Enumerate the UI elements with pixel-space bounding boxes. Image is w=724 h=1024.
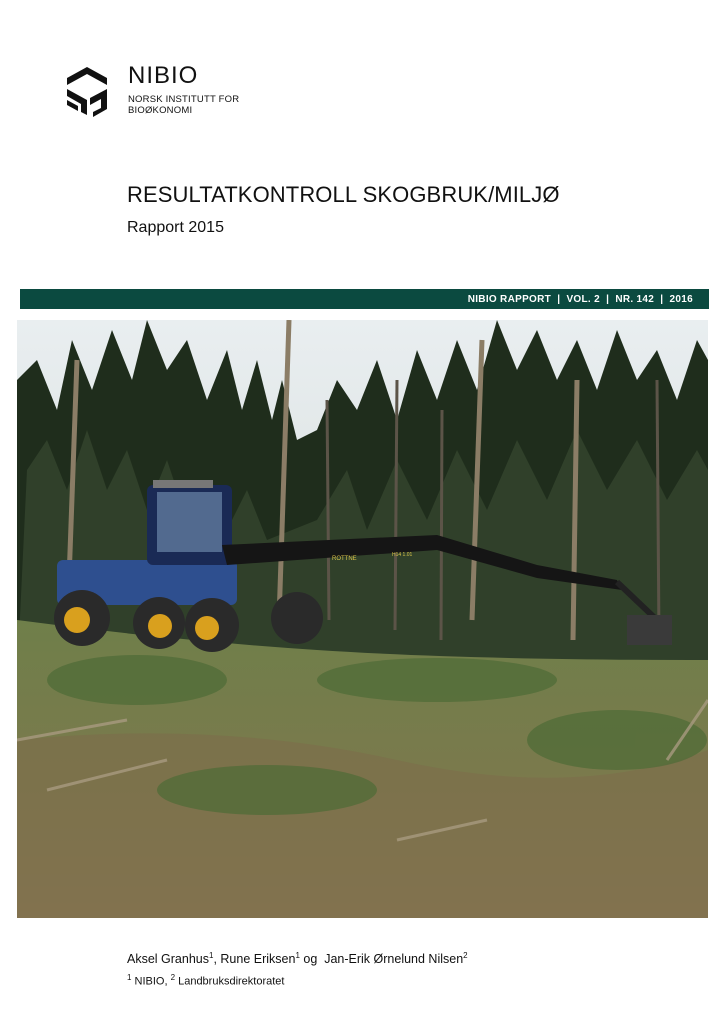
- report-series-text: NIBIO RAPPORT | VOL. 2 | NR. 142 | 2016: [467, 293, 693, 305]
- logo-subtitle-line1: NORSK INSTITUTT FOR: [128, 94, 240, 105]
- author-2: Rune Eriksen: [220, 952, 296, 967]
- cover-photo: [17, 320, 708, 918]
- forest-harvester-illustration: [17, 320, 708, 918]
- machine-label-1: ROTTNE: [332, 556, 357, 562]
- logo-name: NIBIO: [128, 62, 199, 89]
- nibio-logo-icon: [62, 64, 112, 118]
- affil-2: Landbruksdirektoratet: [175, 975, 285, 988]
- affil-1-marker: 1: [127, 973, 132, 982]
- author-1-affil: 1: [208, 951, 214, 960]
- author-3-affil: 2: [463, 951, 468, 960]
- logo-subtitle-line2: BIOØKONOMI: [128, 105, 193, 116]
- machine-label-2: H14 1.01: [392, 552, 413, 558]
- author-2-affil: 1: [295, 951, 300, 960]
- report-series-band: [20, 289, 709, 309]
- nibio-logo: [62, 64, 239, 118]
- author-1: Aksel Granhus: [127, 952, 209, 967]
- report-title: RESULTATKONTROLL SKOGBRUK/MILJØ: [127, 182, 560, 207]
- author-separator: og: [299, 952, 325, 967]
- affiliations: [127, 973, 284, 988]
- affil-1: NIBIO,: [131, 975, 171, 988]
- logo-subtitle: [128, 94, 239, 116]
- authors: [127, 951, 468, 966]
- report-subtitle: Rapport 2015: [127, 219, 224, 236]
- affil-2-marker: 2: [170, 973, 176, 982]
- author-separator: ,: [213, 952, 221, 967]
- author-3: Jan-Erik Ørnelund Nilsen: [324, 952, 464, 967]
